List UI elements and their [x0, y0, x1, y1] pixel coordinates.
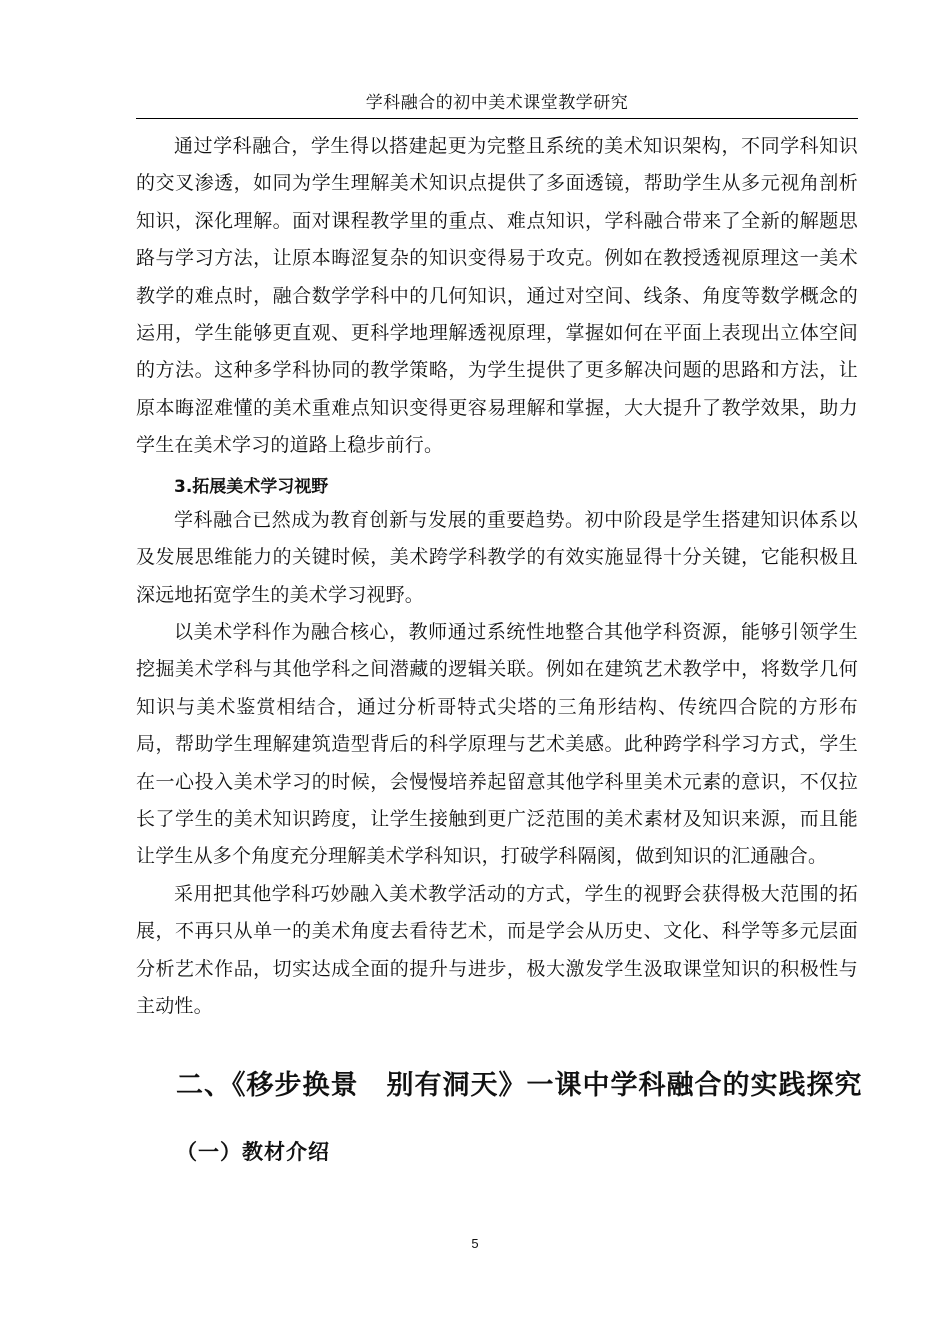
running-header: 学科融合的初中美术课堂教学研究 — [365, 93, 629, 113]
body-paragraph: 采用把其他学科巧妙融入美术教学活动的方式，学生的视野会获得极大范围的拓展，不再只从单一的美术角度去看待艺术，而是学会从历史、文化、科学等多元层面分析艺术作品，切实达成全面的提升与进步，极大激发学生汲取课堂知识的积极性与主动性。 — [136, 883, 858, 1018]
subheading: 3.拓展美术学习视野 — [174, 477, 329, 497]
subsection-title: （一）教材介绍 — [176, 1140, 330, 1164]
body-paragraph: 以美术学科作为融合核心，教师通过系统性地整合其他学科资源，能够引领学生挖掘美术学科与其他学科之间潜藏的逻辑关联。例如在建筑艺术教学中，将数学几何知识与美术鉴赏相结合，通过分析哥特式尖塔的三角形结构、传统四合院的方形布局，帮助学生理解建筑造型背后的科学原理与艺术美感。此种跨学科学习方式，学生在一心投入美术学习的时候，会慢慢培养起留意其他学科里美术元素的意识，不仅拉长了学生的美术知识跨度，让学生接触到更广泛范围的美术素材及知识来源，而且能让学生从多个角度充分理解美术学科知识，打破学科隔阂，做到知识的汇通融合。 — [136, 621, 858, 868]
section-title: 二、《移步换景 别有洞天》一课中学科融合的实践探究 — [176, 1070, 863, 1101]
header-divider — [136, 118, 858, 119]
body-paragraph: 学科融合已然成为教育创新与发展的重要趋势。初中阶段是学生搭建知识体系以及发展思维能力的关键时候，美术跨学科教学的有效实施显得十分关键，它能积极且深远地拓宽学生的美术学习视野。 — [136, 509, 858, 606]
body-paragraph: 通过学科融合，学生得以搭建起更为完整且系统的美术知识架构，不同学科知识的交叉渗透，如同为学生理解美术知识点提供了多面透镜，帮助学生从多元视角剖析知识，深化理解。面对课程教学里的重点、难点知识，学科融合带来了全新的解题思路与学习方法，让原本晦涩复杂的知识变得易于攻克。例如在教授透视原理这一美术教学的难点时，融合数学学科中的几何知识，通过对空间、线条、角度等数学概念的运用，学生能够更直观、更科学地理解透视原理，掌握如何在平面上表现出立体空间的方法。这种多学科协同的教学策略，为学生提供了更多解决问题的思路和方法，让原本晦涩难懂的美术重难点知识变得更容易理解和掌握，大大提升了教学效果，助力学生在美术学习的道路上稳步前行。 — [136, 135, 858, 457]
page-number: 5 — [471, 1236, 479, 1251]
